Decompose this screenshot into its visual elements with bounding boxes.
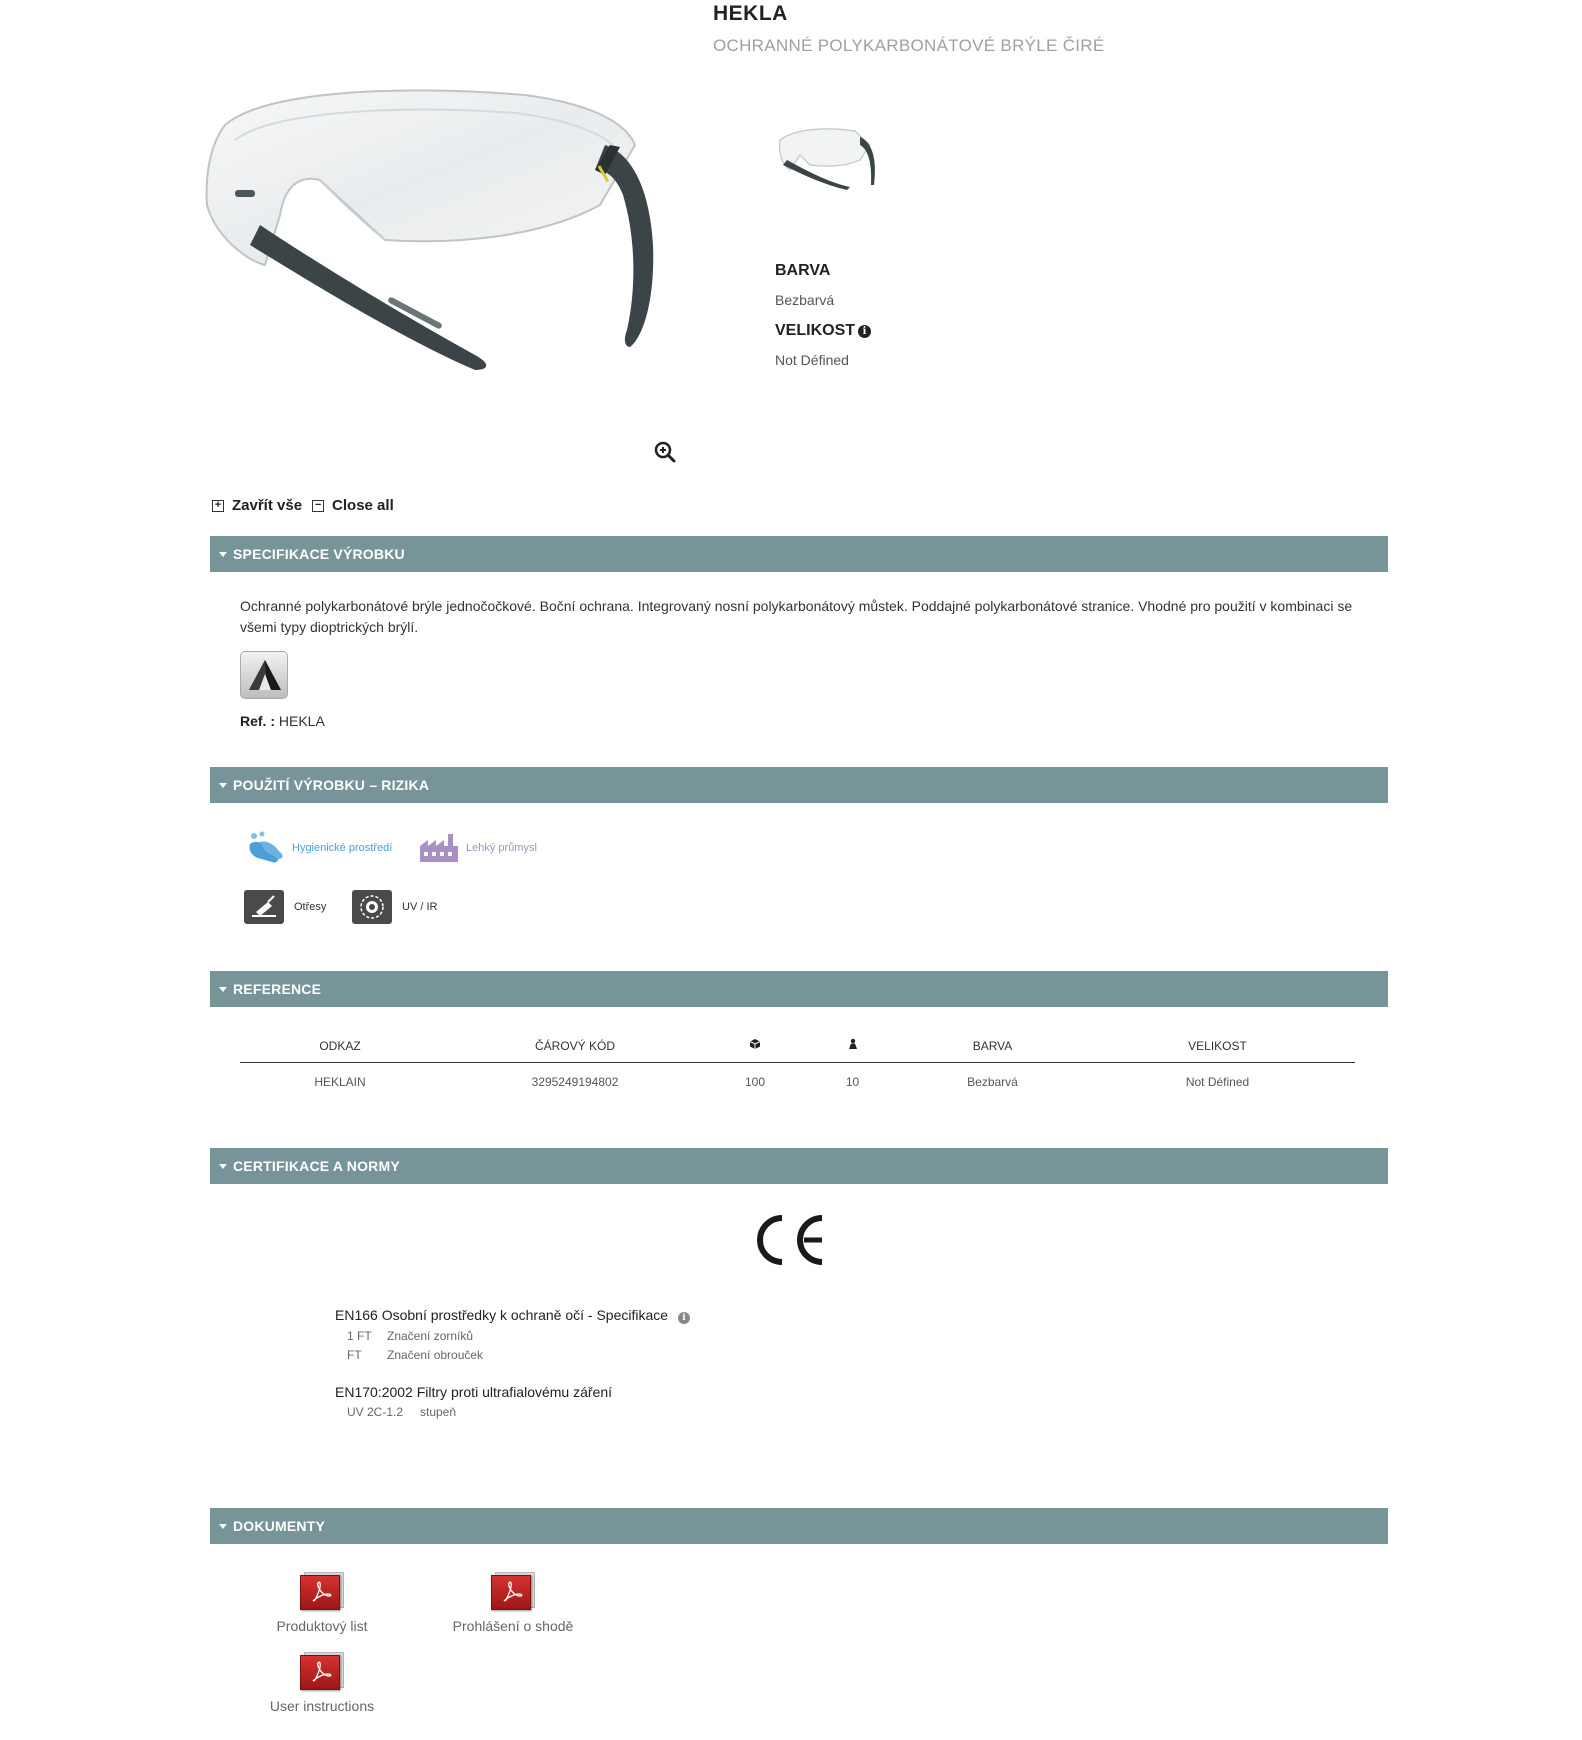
risk-uv-ir [352,890,437,924]
document-label: Prohlášení o shodě [452,1618,574,1634]
cell-color: Bezbarvá [967,1075,1018,1090]
product-title: HEKLA [713,2,788,25]
person-icon [847,1038,859,1050]
norm-title: EN166 Osobní prostředky k ochraně očí - Specifikace [335,1307,669,1323]
zoom-icon[interactable] [653,440,677,464]
uv-ir-icon [352,890,392,924]
reference-line [240,713,325,729]
pdf-icon [300,1572,344,1610]
document-user-instructions[interactable] [237,1652,407,1714]
section-title: SPECIFIKACE VÝROBKU [233,546,405,562]
cell-odkaz: HEKLAIN [314,1075,366,1090]
norm-desc: Značení zorníků [387,1329,474,1343]
norm-code: 1 FT [347,1329,372,1343]
size-value: Not Défined [775,352,849,368]
caret-down-icon [219,783,227,788]
brand-logo [240,651,288,699]
norm-en166 [335,1307,690,1362]
toggle-controls [212,497,404,514]
risk-label: UV / IR [402,901,438,913]
col-box [710,1030,800,1062]
norm-row [335,1405,612,1419]
size-label-row [775,322,871,340]
color-value: Bezbarvá [775,292,835,308]
section-title: POUŽITÍ VÝROBKU – RIZIKA [233,777,430,793]
usage-industry [418,830,537,866]
product-thumbnail[interactable] [775,125,880,195]
section-header-docs[interactable] [210,1508,1388,1544]
norm-code: UV 2C-1.2 [347,1405,404,1419]
cell-size: Not Défined [1185,1075,1250,1090]
usage-label: Lehký průmysl [466,842,537,854]
table-header-row [240,1030,1355,1062]
delta-logo-icon [241,652,289,700]
col-size: VELIKOST [1080,1030,1355,1062]
close-all-label: Close all [332,497,394,514]
ce-mark-icon [752,1212,828,1268]
col-color: BARVA [905,1030,1080,1062]
section-header-cert[interactable] [210,1148,1388,1184]
section-header-reference[interactable] [210,971,1388,1007]
collapse-icon: − [312,500,324,512]
col-odkaz: ODKAZ [240,1030,440,1062]
size-label: VELIKOST [775,322,856,339]
document-product-sheet[interactable] [237,1572,407,1634]
section-title: REFERENCE [233,981,322,997]
norm-title-row [335,1307,690,1324]
info-icon[interactable]: i [678,1312,690,1324]
pdf-icon [300,1652,344,1690]
open-all-label: Zavřít vše [232,497,303,514]
caret-down-icon [219,1164,227,1169]
open-all-button[interactable] [212,497,302,514]
norm-row [335,1348,690,1362]
norm-row [335,1329,690,1343]
usage-hygiene [244,830,392,866]
document-label: Produktový list [276,1618,368,1634]
reference-table [240,1030,1355,1102]
document-declaration[interactable] [428,1572,598,1634]
pdf-icon [491,1572,535,1610]
norm-title: EN170:2002 Filtry proti ultrafialovému záření [335,1384,613,1400]
expand-icon: + [212,500,224,512]
section-title: CERTIFIKACE A NORMY [233,1158,400,1174]
cell-unit: 10 [845,1075,860,1090]
section-header-usage[interactable] [210,767,1388,803]
caret-down-icon [219,1524,227,1529]
norm-code: FT [347,1348,362,1362]
ref-label: Ref. : [240,713,275,729]
section-title: DOKUMENTY [233,1518,326,1534]
product-subtitle: OCHRANNÉ POLYKARBONÁTOVÉ BRÝLE ČIRÉ [713,36,1105,55]
usage-label: Hygienické prostředí [292,842,393,854]
info-icon[interactable]: i [858,325,871,338]
product-description: Ochranné polykarbonátové brýle jednočočkové. Boční ochrana. Integrovaný nosní polykarbonátový můstek. Poddajné polykarbonátové stranice. Vhodné pro použití v kombinaci se všemi typy dioptrických brýlí. [240,598,1353,635]
norm-en170 [335,1384,612,1419]
color-label: BARVA [775,262,831,279]
caret-down-icon [219,552,227,557]
box-icon [749,1038,761,1050]
impact-icon [244,890,284,924]
section-header-spec[interactable] [210,536,1388,572]
document-label: User instructions [269,1698,375,1714]
cell-box: 100 [744,1075,766,1090]
risk-label: Otřesy [294,901,327,913]
hands-wash-icon [244,830,286,866]
table-row[interactable] [240,1062,1355,1102]
caret-down-icon [219,987,227,992]
col-barcode: ČÁROVÝ KÓD [440,1030,710,1062]
ref-value: HEKLA [278,713,325,729]
factory-icon [418,830,460,866]
product-main-image [205,85,685,395]
risk-impact [244,890,326,924]
close-all-button[interactable] [312,497,394,514]
col-unit [800,1030,905,1062]
norm-desc: Značení obrouček [387,1348,484,1362]
norm-desc: stupeň [420,1405,457,1419]
cell-barcode: 3295249194802 [531,1075,619,1090]
